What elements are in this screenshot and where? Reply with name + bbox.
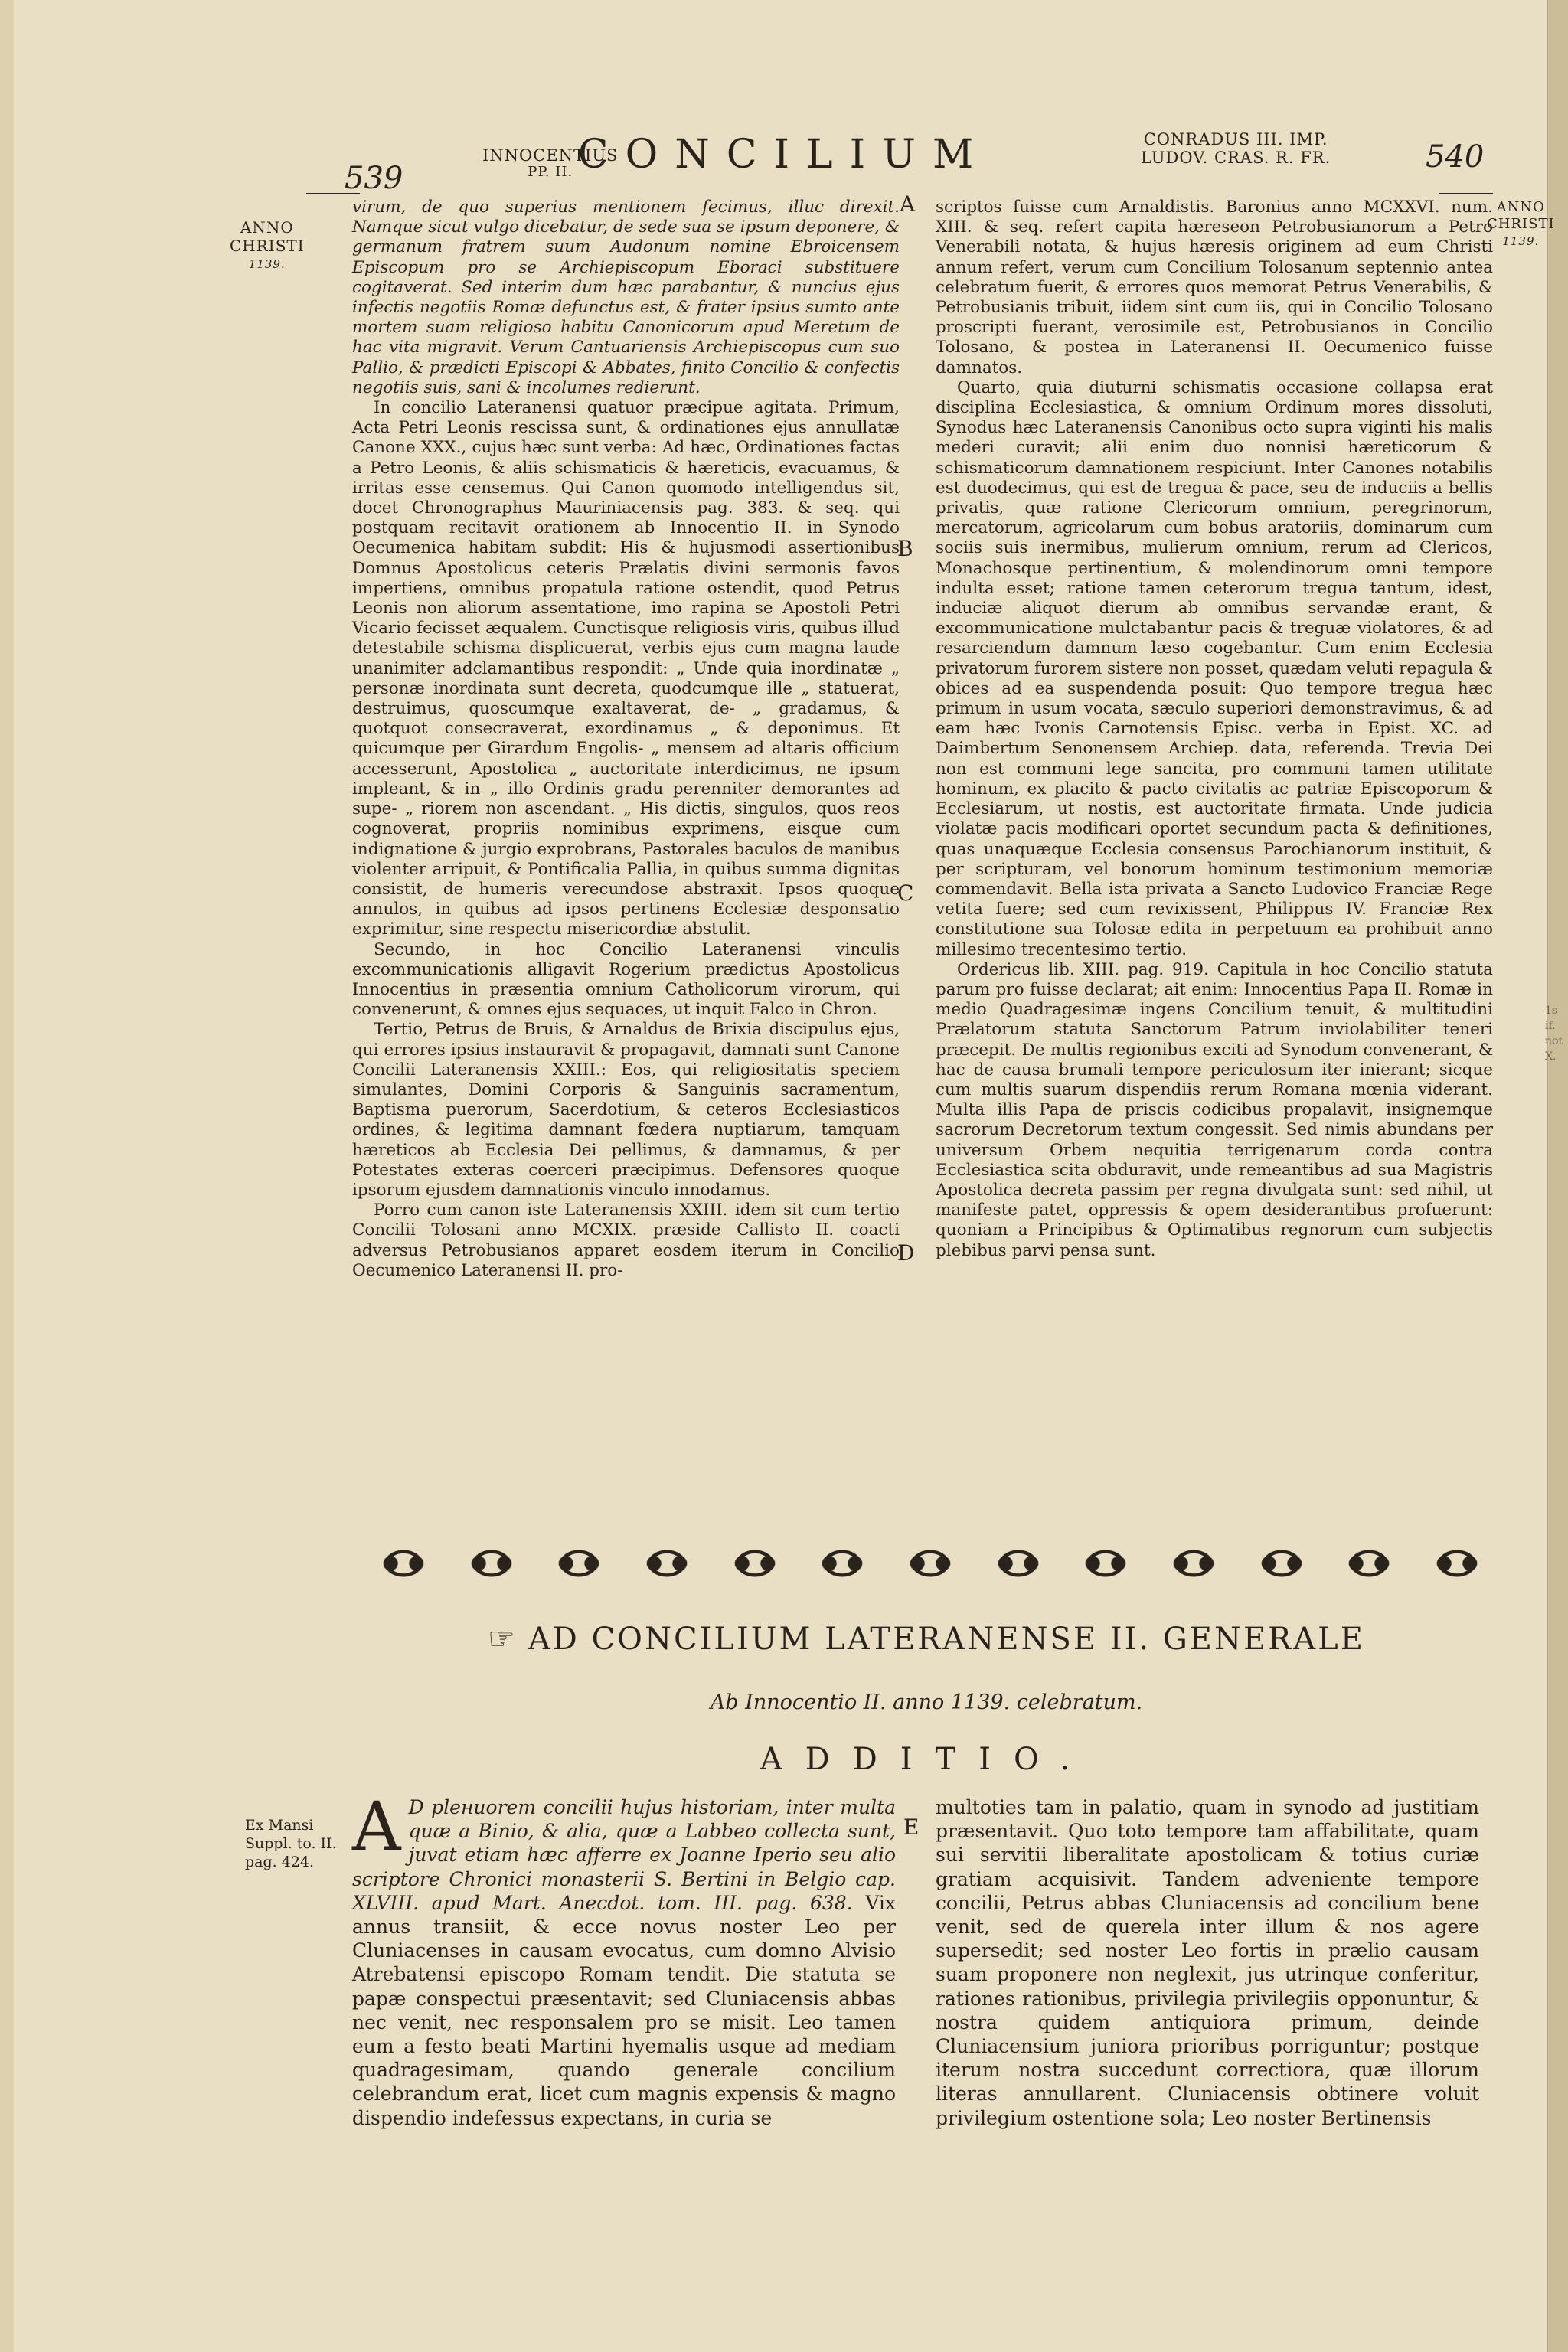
pointing-hand-icon: ☞: [488, 1622, 518, 1657]
page-gutter: [0, 0, 14, 2352]
ornament-icon: [810, 1540, 874, 1586]
anno-year: 1139.: [248, 257, 286, 271]
paragraph: Porro cum canon iste Lateranensis XXIII. idem sit cum tertio Concilii Tolosani anno MCXIX. præside Callisto II. coacti adversus Petrobusianos apparet eosdem iterum in Concilio Oecumenico Lateranensi II. pro-: [352, 1200, 900, 1280]
header-dash-left: [306, 193, 360, 194]
source-line: pag. 424.: [245, 1854, 315, 1870]
ornament-icon: [986, 1540, 1050, 1586]
ornament-band: [371, 1540, 1489, 1586]
paragraph: [352, 1787, 896, 2130]
running-head-right-1: CONRADUS III. IMP.: [1143, 130, 1328, 149]
ornament-icon: [371, 1540, 436, 1586]
column-left: [352, 198, 900, 1281]
running-title: CONCILIUM: [577, 132, 991, 178]
additio-column-right: [936, 1795, 1479, 2130]
body-text: Vix annus transiit, & ecce novus noster Leo per Cluniacenses in causam evocatus, cum domno Alvisio Atrebatensi episcopo Romam tendit. Die statuta se papæ conspectui præsentavit; sed Cluniacensis abbas nec venit, nec responsalem pro se misit. Leo tamen eum a festo beati Martini hyemalis usque ad mediam quadragesimam, quando generale concilium celebrandum erat, licet cum magnis expensis & magno dispendio indefessus expectans, in curia se: [352, 1891, 896, 2129]
ornament-icon: [1425, 1540, 1489, 1586]
paragraph: In concilio Lateranensi quatuor præcipue agitata. Primum, Acta Petri Leonis rescissa sunt, & ordinationes ejus annullatæ Canone XXX., cujus hæc sunt verba: Ad hæc, Ordinationes factas a Petro Leonis, & aliis schismaticis & hæreticis, evacuamus, & irritas esse censemus. Qui Canon quomodo intelligendus sit, docet Chronographus Mauriniacensis pag. 383. & seq. qui postquam recitavit orationem ab Innocentio II. in Synodo Oecumenica habitam subdit: His & hujusmodi assertionibus Domnus Apostolicus ceteris Prælatis divini sermonis favos impertiens, omnibus propatula ratione ostendit, quod Petrus Leonis non aliorum assentatione, imo rapina se Apostoli Petri Vicario fecisset æqualem. Cunctisque religiosis viris, quibus illud detestabile schisma displicuerat, verbis ejus cum magna laude unanimiter adclamantibus respondit: „ Unde quia inordinatæ „ personæ inordinata sunt decreta, quodcumque ille „ statuerat, destruimus, quoscumque exaltaverat, de- „ gradamus, & quotquot consecraverat, exordinamus „ & deponimus. Et quicumque per Girardum Engolis- „ mensem ad altaris officium accesserunt, Apostolica „ auctoritate interdicimus, ne ipsum impleant, & in „ illo Ordinis gradu perenniter demorantes ad supe- „ riorem non ascendant. „ His dictis, singulos, quos reos cognoverat, propriis nominibus exprimens, eisque cum indignatione & jurgio exprobrans, Pastorales baculos de manibus violenter arripuit, & Pontificalia Pallia, in quibus summa dignitas consistit, de humeris verecundose abstraxit. Ipsos quoque annulos, in quibus ad ipsos pertinens Ecclesiæ desponsatio exprimitur, sine respectu misericordiæ abstulit.: [352, 398, 900, 939]
paragraph: scriptos fuisse cum Arnaldistis. Baronius anno MCXXVI. num. XIII. & seq. refert capita hæreseon Petrobusianorum a Petro Venerabili notata, & hujus hæresis originem ad eum Christi annum refert, verum cum Concilium Tolosanum septennio antea celebratum fuerit, & errores quos memorat Petrus Venerabilis, & Petrobusianis tribuit, iidem sint cum iis, qui in Concilio Tolosano proscripti fuerant, verosimile est, Petrobusianos in Concilio Tolosano, & postea in Lateranensi II. Oecumenico fuisse damnatos.: [936, 198, 1493, 377]
column-right: [936, 198, 1493, 1261]
source-line: Suppl. to. II.: [245, 1835, 337, 1852]
section-mark-e: E: [903, 1815, 920, 1840]
margin-anno-right: [1487, 199, 1555, 250]
anno-label: ANNO: [240, 218, 294, 237]
ornament-icon: [459, 1540, 524, 1586]
running-head-right: [1141, 130, 1331, 167]
section-mark-b: B: [897, 536, 913, 561]
section-additio: ADDITIO.: [760, 1742, 1093, 1777]
ornament-icon: [1337, 1540, 1401, 1586]
section-mark-c: C: [897, 880, 914, 906]
page-edge: [1547, 0, 1568, 2352]
section-heading-text: AD CONCILIUM LATERANENSE II. GENERALE: [528, 1622, 1365, 1657]
page-number-left: 539: [345, 161, 403, 196]
paragraph: Secundo, in hoc Concilio Lateranensi vinculis excommunicationis alligavit Rogerium prædictus Apostolicus Innocentius in præsentia omnium Catholicorum virorum, qui convenerunt, & omnes ejus sequaces, ut inquit Falco in Chron.: [352, 939, 900, 1020]
paragraph: Ordericus lib. XIII. pag. 919. Capitula in hoc Concilio statuta parum pro fuisse declarat; ait enim: Innocentius Papa II. Romæ in medio Quadragesimæ ingens Concilium tenuit, & multitudini Prælatorum statuta Sanctorum Patrum inviolabiliter teneri præcepit. De multis regionibus exciti ad Synodum convenerant, & hac de causa brumali tempore periculosum iter inierant; sicque cum multis suarum dispendiis rerum Romana mœnia viderant. Multa illis Papa de priscis codicibus propalavit, insignemque sacrorum Decretorum textum congessit. Sed nimis abundans per universum Orbem nequitia terrigenarum corda contra Ecclesiastica scita obduravit, unde remeantibus ad sua Magistris Apostolica decreta passim per regna divulgata sunt: sed nihil, ut manifeste patet, oppressis & opem desiderantibus profuerunt: quoniam a Principibus & Optimatibus regnorum cum subjectis plebibus parvi pensa sunt.: [936, 959, 1493, 1260]
edge-notes: 1s if. not X.: [1545, 1004, 1563, 1063]
anno-year: 1139.: [1502, 234, 1540, 248]
paragraph: multoties tam in palatio, quam in synodo ad justitiam præsentavit. Quo toto tempore tam affabilitate, quam sui servitii liberalitate apostolicam & totius curiæ gratiam acquisivit. Tandem adveniente tempore concilii, Petrus abbas Cluniacensis ad concilium bene venit, sed de querela inter illum & nos agere supersedit; sed noster Leo fortis in prælio causam suam proponere non neglexit, jus utrinque conferitur, rationes rationibus, privilegia privilegiis opponuntur, & nostra quidem antiquiora primum, deinde Cluniacensium juniora prioribus porriguntur; postque iterum nostra succedunt correctiora, quæ illorum literas annullarent. Cluniacensis obtinere voluit privilegium ostentione sola; Leo noster Bertinensis: [936, 1796, 1479, 2129]
paragraph: virum, de quo superius mentionem fecimus, illuc direxit. Namque sicut vulgo dicebatur, de sede sua se ipsum deponere, & germanum fratrem suum Audonum nomine Ebroicensem Episcopum pro se Archiepiscopum Eboraci substituere cogitaverat. Sed interim dum hæc parabantur, & nuncius ejus infectis negotiis Romæ defunctus est, & frater ipsius sumto ante mortem suam religioso habitu Canonicorum apud Meretum de hac vita migravit. Verum Cantuariensis Archiepiscopus cum suo Pallio, & prædicti Episcopi & Abbates, finito Concilio & confectis negotiis suis, sani & incolumes redierunt.: [352, 198, 900, 397]
paragraph: Tertio, Petrus de Bruis, & Arnaldus de Brixia discipulus ejus, qui errores ipsius instauravit & propagavit, damnati sunt Canone Concilii Lateranensis XXIII.: Eos, qui religiositatis speciem simulantes, Domini Corporis & Sanguinis sacramentum, Baptisma puerorum, Sacerdotium, & ceteros Ecclesiasticos ordines, & legitima damnant fœdera nuptiarum, tamquam hæreticos ab Ecclesia Dei pellimus, & damnamus, & per Potestates exteras coerceri præcipimus. Defensores quoque ipsorum ejusdem damnationis vinculo innodamus.: [352, 1020, 900, 1200]
section-heading: [360, 1622, 1493, 1657]
ornament-icon: [723, 1540, 787, 1586]
drop-cap: A: [352, 1787, 401, 1866]
paragraph: Quarto, quia diuturni schismatis occasione collapsa erat disciplina Ecclesiastica, & omnium Ordinum mores dissoluti, Synodus hæc Lateranensis Canonibus octo supra viginti his malis mederi curavit; alii enim duo nonnisi hæreticorum & schismaticorum damnationem respiciunt. Inter Canones notabilis est duodecimus, qui est de tregua & pace, seu de induciis a bellis privatis, quæ ratione Clericorum omnium, peregrinorum, mercatorum, agricolarum cum bobus aratoriis, dominarum cum sociis suis inermibus, mulierum omnium, rerum ad Clericos, Monachosque pertinentium, & molendinorum omni tempore indulta esset; ratione tamen ceterorum tregua tantum, idest, induciæ aliquot dierum ab omnibus servandæ erant, & excommunicatione mulctabantur pacis & treguæ violatores, & ad resarciendum damnum læso cogebantur. Cum enim Ecclesia privatorum furorem sistere non posset, quædam veluti repagula & obices ad ea suspendenda posuit: Quo tempore tregua hæc primum in usum vocata, sæculo superiori demonstravimus, & ad eam hæc Ivonis Carnotensis Episc. verba in Epist. XC. ad Daimbertum Senonensem Archiep. data, referenda. Trevia Dei non est communi lege sancita, pro communi tamen utilitate hominum, ex placito & pacto civitatis ac patriæ Episcoporum & Ecclesiarum, ut nostis, est auctoritate firmata. Unde judicia violatæ pacis modificari oportet secundum pacta & definitiones, quas unaquæque Ecclesia consensus Parochianorum instituit, & per scripturam, vel bonorum hominum testimonium memoriæ commendavit. Bella ista privata a Sancto Ludovico Franciæ Rege vetita fuere; sed cum revixissent, Philippus IV. Franciæ Rex constitutione sua Tolosæ edita in perpetuum ea prohibuit anno millesimo trecentesimo tertio.: [936, 377, 1493, 959]
page-number-right: 540: [1426, 139, 1485, 175]
ornament-icon: [1073, 1540, 1138, 1586]
ornament-icon: [898, 1540, 962, 1586]
ornament-icon: [1250, 1540, 1314, 1586]
header-dash-right: [1439, 193, 1493, 194]
additio-column-left: [352, 1787, 896, 2130]
running-head-left-sub: PP. II.: [528, 164, 573, 180]
section-subheading: Ab Innocentio II. anno 1139. celebratum.: [710, 1690, 1143, 1714]
margin-source-note: [245, 1816, 337, 1871]
ornament-icon: [547, 1540, 611, 1586]
running-head-left-title: INNOCENTIUS: [482, 146, 619, 165]
running-head-right-2: LUDOV. CRAS. R. FR.: [1141, 149, 1331, 167]
ornament-icon: [635, 1540, 699, 1586]
margin-anno-left: [230, 218, 305, 273]
source-line: Ex Mansi: [245, 1817, 314, 1834]
christi-label: CHRISTI: [230, 237, 305, 255]
ornament-icon: [1161, 1540, 1226, 1586]
anno-label: ANNO: [1496, 199, 1545, 215]
intro-text: D plениorem concilii hujus historiam, inter multa quæ a Binio, & alia, quæ a Labbeo collecta sunt, juvat etiam hæc afferre ex Joanne Iperio seu alio scriptore Chronici monasterii S. Bertini in Belgio cap. XLVIII. apud Mart. Anecdot. tom. III. pag. 638.: [352, 1796, 896, 1914]
section-mark-a: A: [900, 191, 916, 217]
section-mark-d: D: [897, 1240, 915, 1266]
christi-label: CHRISTI: [1487, 216, 1555, 232]
